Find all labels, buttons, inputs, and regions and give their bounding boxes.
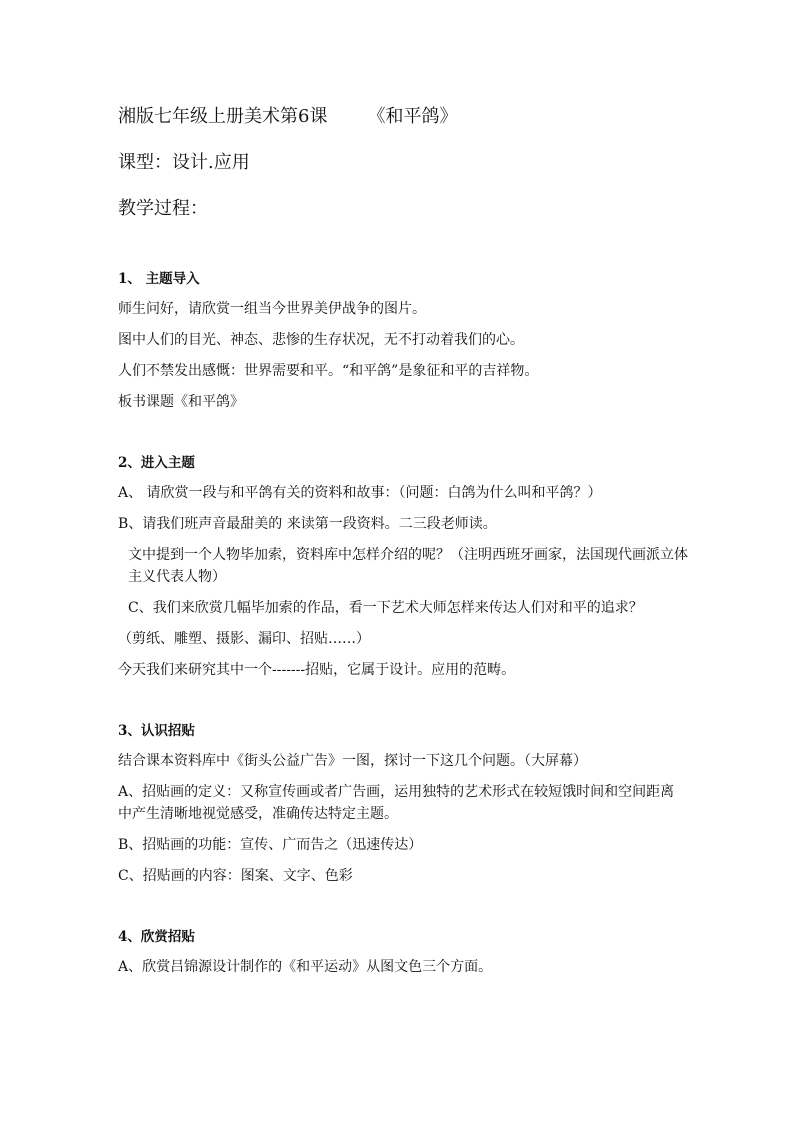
paragraph-line: A、 请欣赏一段与和平鸽有关的资料和故事：（问题：白鸽为什么叫和平鸽？） — [118, 485, 602, 501]
section-heading: 4、欣赏招贴 — [118, 929, 195, 945]
paragraph-line: B、招贴画的功能：宣传、广而告之（迅速传达） — [118, 837, 423, 853]
section-heading: 1、 主题导入 — [118, 271, 200, 287]
paragraph-line: C、招贴画的内容：图案、文字、色彩 — [118, 868, 353, 884]
paragraph-line: A、欣赏吕锦源设计制作的《和平运动》从图文色三个方面。 — [118, 959, 493, 975]
paragraph-line: （剪纸、雕塑、摄影、漏印、招贴……） — [118, 631, 370, 647]
teaching-process-label: 教学过程： — [118, 198, 208, 219]
section-heading: 2、进入主题 — [118, 455, 195, 471]
lesson-title-book: 《和平鸽》 — [367, 106, 458, 127]
lesson-body — [118, 268, 688, 987]
section-heading: 3、认识招贴 — [118, 723, 195, 739]
paragraph-line: 今天我们来研究其中一个-------招贴，它属于设计。应用的范畴。 — [118, 662, 516, 678]
title-block — [118, 104, 457, 242]
paragraph-line: C、我们来欣赏几幅毕加索的作品，看一下艺术大师怎样来传达人们对和平的追求？ — [128, 600, 643, 616]
paragraph-line: 师生问好，请欣赏一组当今世界美伊战争的图片。 — [118, 301, 426, 317]
paragraph-line: A、招贴画的定义：又称宣传画或者广告画，运用独特的艺术形式在较短饿时间和空间距离中产生清晰地视觉感受，准确传达特定主题。 — [118, 784, 675, 822]
paragraph-line: 人们不禁发出感慨：世界需要和平。“和平鸽”是象征和平的吉祥物。 — [118, 363, 539, 379]
course-type: 课型：设计.应用 — [118, 152, 250, 173]
paragraph-line: 板书课题《和平鸽》 — [118, 394, 244, 410]
paragraph-line: B、请我们班声音最甜美的 来读第一段资料。二三段老师读。 — [118, 516, 497, 532]
paragraph-line: 结合课本资料库中《街头公益广告》一图，探讨一下这几个问题。（大屏幕） — [118, 753, 587, 769]
paragraph-line: 文中提到一个人物毕加索，资料库中怎样介绍的呢？（注明西班牙画家，法国现代画派立体主义代表人物） — [128, 547, 688, 585]
lesson-title-text: 湘版七年级上册美术第6课 — [118, 106, 328, 127]
lesson-title — [118, 104, 457, 150]
paragraph-line: 图中人们的目光、神态、悲惨的生存状况，无不打动着我们的心。 — [118, 332, 524, 348]
